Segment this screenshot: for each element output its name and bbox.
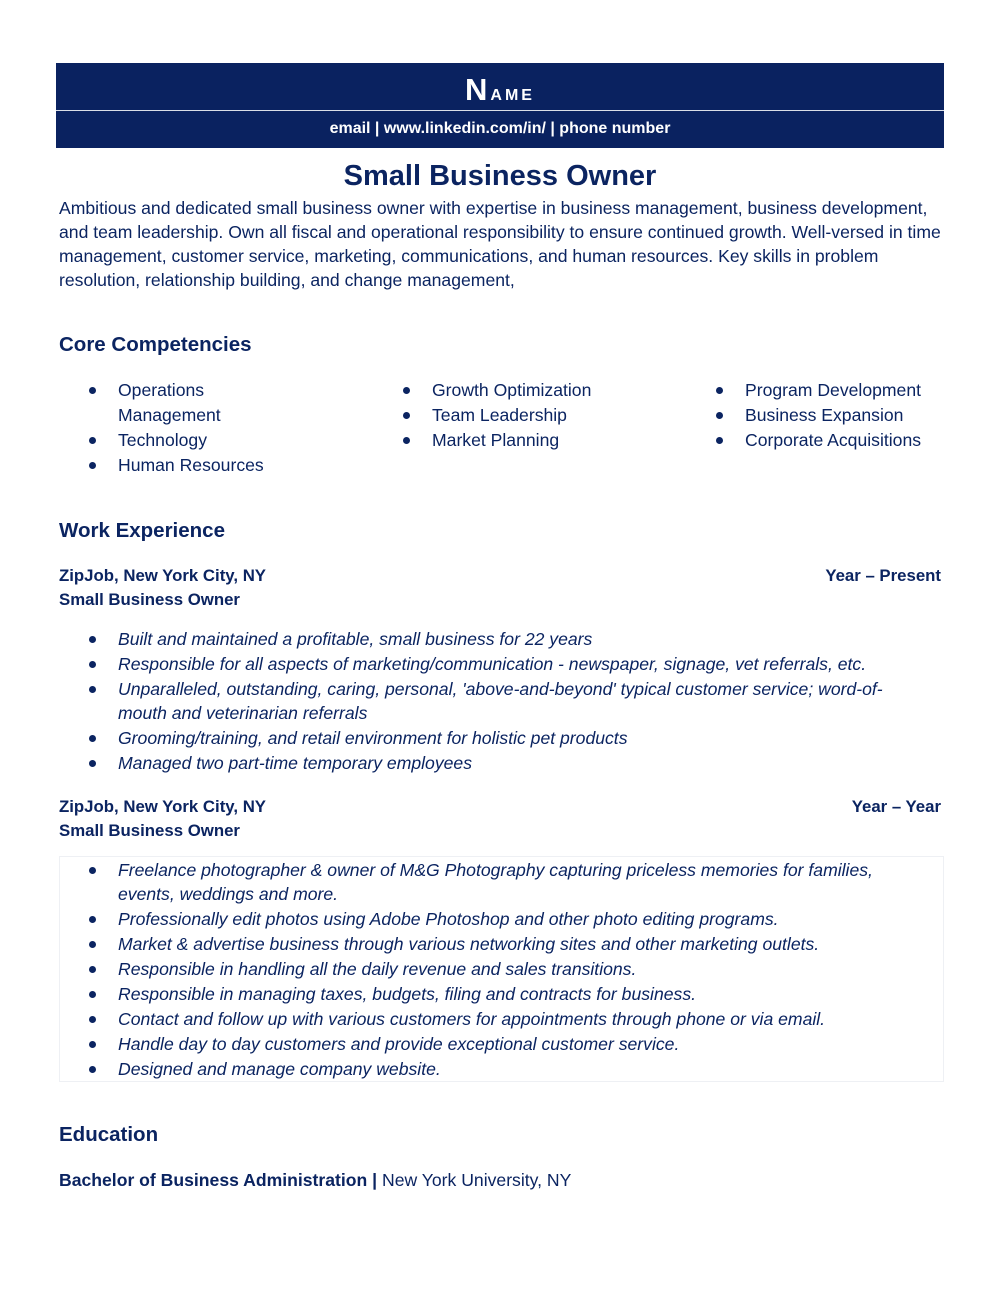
job-role: Small Business Owner	[59, 590, 240, 609]
school: New York University, NY	[382, 1170, 572, 1190]
competency-item: Growth Optimization	[373, 378, 673, 403]
job-bullet: Built and maintained a profitable, small business for 22 years	[59, 627, 944, 651]
section-heading-experience: Work Experience	[59, 519, 225, 542]
job-bullet: Market & advertise business through various networking sites and other marketing outlets.	[59, 932, 944, 956]
job-bullet: Freelance photographer & owner of M&G Photography capturing priceless memories for families, events, weddings and more.	[59, 858, 944, 906]
competency-item: Team Leadership	[373, 403, 673, 428]
competency-column-2	[373, 378, 673, 453]
job-bullet: Grooming/training, and retail environment for holistic pet products	[59, 726, 944, 750]
job-bullet: Professionally edit photos using Adobe Photoshop and other photo editing programs.	[59, 907, 944, 931]
job-role: Small Business Owner	[59, 821, 240, 840]
job-bullet: Unparalleled, outstanding, caring, personal, 'above-and-beyond' typical customer service; word-of-mouth and veterinarian referrals	[59, 677, 944, 725]
competency-item: Human Resources	[59, 453, 359, 478]
job-bullets	[59, 858, 944, 1081]
job-bullet: Responsible in handling all the daily revenue and sales transitions.	[59, 957, 944, 981]
job-bullet: Responsible in managing taxes, budgets, filing and contracts for business.	[59, 982, 944, 1006]
competency-item: Program Development	[686, 378, 986, 403]
job-dates: Year – Present	[825, 566, 941, 585]
job-bullet: Responsible for all aspects of marketing/communication - newspaper, signage, vet referrals, etc.	[59, 652, 944, 676]
competency-column-3	[686, 378, 986, 453]
job-bullet: Contact and follow up with various customers for appointments through phone or via email.	[59, 1007, 944, 1031]
competency-item: Corporate Acquisitions	[686, 428, 986, 453]
section-heading-education: Education	[59, 1123, 159, 1146]
job-header	[59, 564, 941, 588]
professional-summary: Ambitious and dedicated small business owner with expertise in business management, business development, and team leadership. Own all fiscal and operational responsibility to ensure continued growth. Well-versed in time management, customer service, marketing, communications, and human resources. Key skills in problem resolution, relationship building, and change management,	[59, 198, 941, 290]
candidate-name: Name	[465, 72, 535, 107]
education-entry	[59, 1167, 571, 1193]
job-company: ZipJob, New York City, NY	[59, 566, 267, 585]
job-company: ZipJob, New York City, NY	[59, 797, 267, 816]
job-bullet: Designed and manage company website.	[59, 1057, 944, 1081]
header-divider	[56, 110, 944, 111]
contact-line: email | www.linkedin.com/in/ | phone number	[329, 120, 671, 137]
competency-item: Operations Management	[59, 378, 238, 427]
job-bullet: Handle day to day customers and provide exceptional customer service.	[59, 1032, 944, 1056]
job-dates: Year – Year	[851, 797, 941, 816]
competency-column-1	[59, 378, 359, 477]
section-heading-competencies: Core Competencies	[59, 333, 252, 356]
resume-title: Small Business Owner	[343, 160, 657, 192]
competency-item: Business Expansion	[686, 403, 986, 428]
education-separator: |	[372, 1170, 378, 1190]
competency-item: Market Planning	[373, 428, 673, 453]
job-bullet: Managed two part-time temporary employees	[59, 751, 944, 775]
competency-item: Technology	[59, 428, 359, 453]
job-bullets	[59, 627, 944, 775]
job-header	[59, 795, 941, 819]
header-banner	[56, 63, 944, 148]
degree: Bachelor of Business Administration	[59, 1170, 368, 1190]
